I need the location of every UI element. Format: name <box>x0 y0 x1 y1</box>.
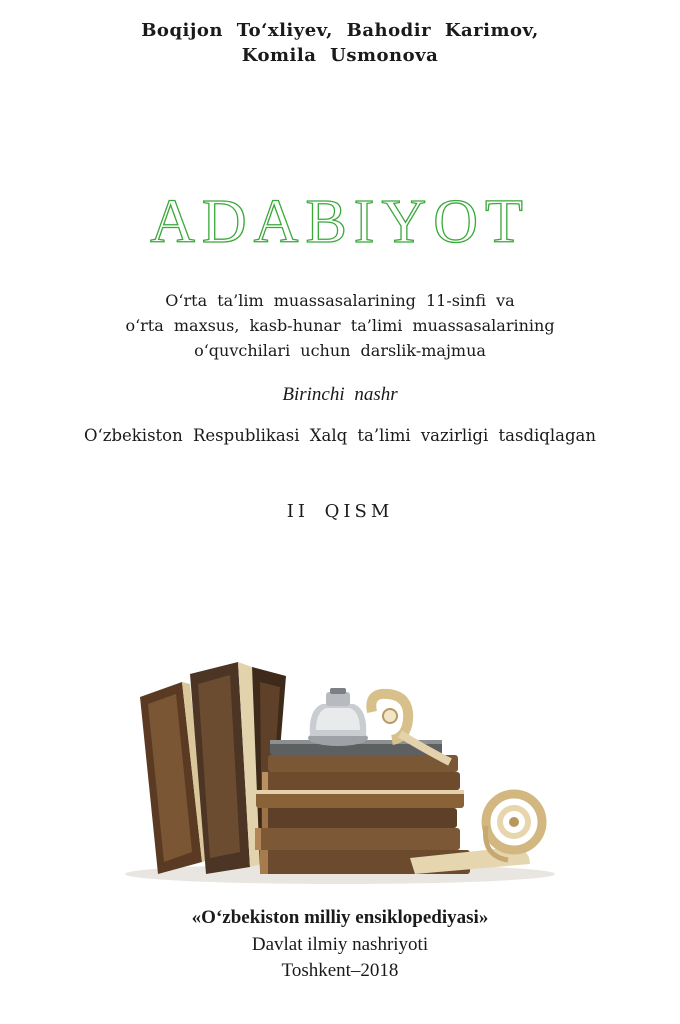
books-inkwell-scroll-illustration <box>110 612 570 887</box>
subtitle-block <box>0 288 680 363</box>
subtitle-line-3: o‘quvchilari uchun darslik-majmua <box>194 341 486 360</box>
authors-line-2: Komila Usmonova <box>241 45 439 66</box>
book-title: ADABIYOT <box>150 188 530 256</box>
publisher-name: «O‘zbekiston milliy ensiklopediyasi» <box>191 907 489 928</box>
subtitle-line-1: O‘rta ta’lim muassasalarining 11-sinfi va <box>165 291 515 310</box>
subtitle-line-2: o‘rta maxsus, kasb-hunar ta’limi muassasalarining <box>125 316 555 335</box>
edition-label: Birinchi nashr <box>282 384 398 405</box>
approval-statement: O‘zbekiston Respublikasi Xalq ta’limi vazirligi tasdiqlagan <box>84 426 596 445</box>
publisher-type: Davlat ilmiy nashriyoti <box>251 934 429 955</box>
authors-line-1: Boqijon To‘xliyev, Bahodir Karimov, <box>141 20 539 41</box>
part-label: II QISM <box>286 501 394 522</box>
publisher-city-year: Toshkent–2018 <box>281 960 399 981</box>
inkwell-icon <box>308 688 368 746</box>
authors-block <box>0 18 680 68</box>
